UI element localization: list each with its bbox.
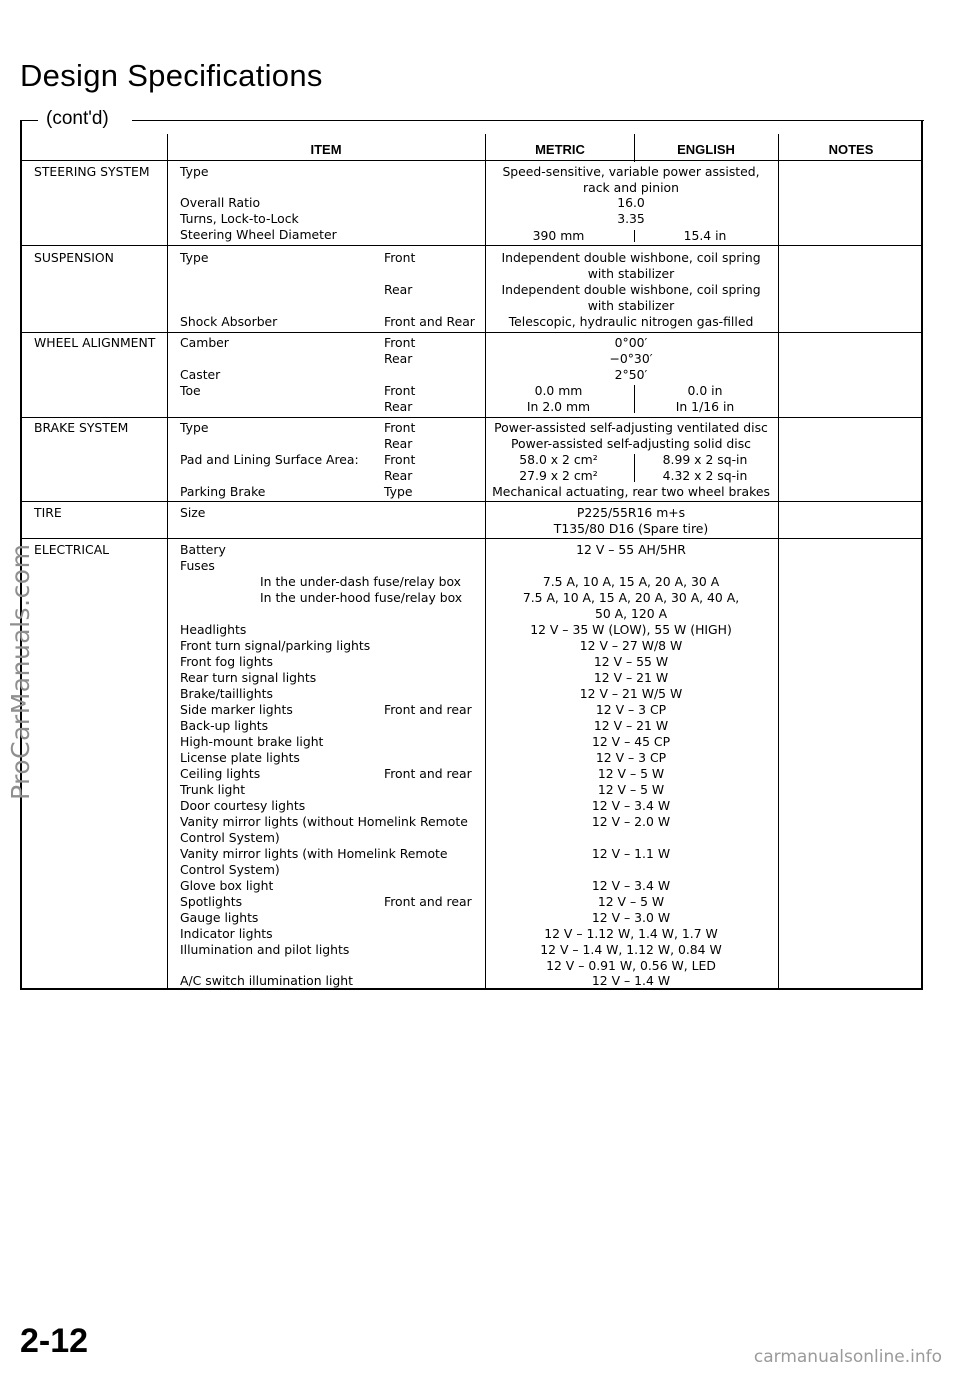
section-steering: STEERING SYSTEM xyxy=(34,164,150,179)
page-title: Design Specifications xyxy=(20,58,323,93)
spec-value: with stabilizer xyxy=(587,266,675,281)
english-value: In 1/16 in xyxy=(675,399,735,414)
spec-value: 12 V – 55 W xyxy=(593,654,669,669)
spec-value: 12 V – 3 CP xyxy=(595,750,667,765)
item-label: In the under-dash fuse/relay box xyxy=(260,574,462,589)
spec-value: 12 V – 1.4 W, 1.12 W, 0.84 W xyxy=(540,942,722,957)
item-label: Pad and Lining Surface Area: xyxy=(180,452,359,467)
spec-value: Power-assisted self-adjusting ventilated disc xyxy=(494,420,768,435)
item-label: High-mount brake light xyxy=(180,734,324,749)
item-label: Rear turn signal lights xyxy=(180,670,317,685)
header-rule xyxy=(22,160,921,161)
sub-label: Front xyxy=(384,420,416,435)
header-item: ITEM xyxy=(310,142,342,157)
sub-label: Front and rear xyxy=(384,894,472,909)
item-label: Gauge lights xyxy=(180,910,259,925)
item-label: Side marker lights xyxy=(180,702,293,717)
spec-value: 12 V – 21 W/5 W xyxy=(579,686,683,701)
spec-value: T135/80 D16 (Spare tire) xyxy=(553,521,709,536)
sub-label: Rear xyxy=(384,468,413,483)
spec-value: 2°50′ xyxy=(614,367,648,382)
item-label: A/C switch illumination light xyxy=(180,973,354,988)
spec-value: 12 V – 1.1 W xyxy=(591,846,671,861)
spec-value: 7.5 A, 10 A, 15 A, 20 A, 30 A, 40 A, xyxy=(522,590,740,605)
item-label: Front turn signal/parking lights xyxy=(180,638,371,653)
sub-label: Front xyxy=(384,250,416,265)
section-rule xyxy=(22,417,921,418)
sub-label: Rear xyxy=(384,282,413,297)
metric-value: 390 mm xyxy=(532,228,585,243)
sub-label: Rear xyxy=(384,351,413,366)
sub-label: Front and Rear xyxy=(384,314,475,329)
item-label: Trunk light xyxy=(180,782,246,797)
item-label: Glove box light xyxy=(180,878,274,893)
item-label: Parking Brake xyxy=(180,484,266,499)
item-label: Door courtesy lights xyxy=(180,798,306,813)
value-divider xyxy=(634,230,635,242)
header-english: ENGLISH xyxy=(677,142,735,157)
spec-value: 12 V – 35 W (LOW), 55 W (HIGH) xyxy=(530,622,732,637)
item-label: Indicator lights xyxy=(180,926,273,941)
spec-value: 12 V – 3.0 W xyxy=(591,910,671,925)
section-wheel-alignment: WHEEL ALIGNMENT xyxy=(34,335,156,350)
spec-value: 0°00′ xyxy=(614,335,648,350)
item-label: Type xyxy=(180,250,209,265)
spec-value: 12 V – 21 W xyxy=(593,670,669,685)
item-label: Battery xyxy=(180,542,226,557)
spec-value: Independent double wishbone, coil spring xyxy=(501,282,761,297)
spec-value: 12 V – 27 W/8 W xyxy=(579,638,683,653)
spec-value: Speed-sensitive, variable power assisted, xyxy=(502,164,760,179)
spec-value: −0°30′ xyxy=(609,351,653,366)
spec-value: with stabilizer xyxy=(587,298,675,313)
sub-label: Front and rear xyxy=(384,702,472,717)
item-label: Toe xyxy=(180,383,201,398)
spec-table xyxy=(20,120,923,990)
item-label: Headlights xyxy=(180,622,247,637)
item-label: Control System) xyxy=(180,830,280,845)
sub-label: Front xyxy=(384,452,416,467)
value-divider xyxy=(634,454,635,482)
spec-value: 3.35 xyxy=(617,211,645,226)
item-label: Ceiling lights xyxy=(180,766,261,781)
spec-value: Power-assisted self-adjusting solid disc xyxy=(511,436,751,451)
spec-value: 50 A, 120 A xyxy=(594,606,668,621)
item-label: Fuses xyxy=(180,558,215,573)
sub-label: Type xyxy=(384,484,413,499)
sub-label: Rear xyxy=(384,399,413,414)
english-value: 15.4 in xyxy=(683,228,727,243)
english-value: 8.99 x 2 sq-in xyxy=(662,452,748,467)
item-label: Control System) xyxy=(180,862,280,877)
spec-value: 12 V – 3 CP xyxy=(595,702,667,717)
item-label: Illumination and pilot lights xyxy=(180,942,350,957)
spec-value: P225/55R16 m+s xyxy=(576,505,686,520)
value-divider xyxy=(634,385,635,413)
metric-value: In 2.0 mm xyxy=(526,399,591,414)
spec-value: Mechanical actuating, rear two wheel brakes xyxy=(492,484,770,499)
spec-value: 12 V – 1.4 W xyxy=(591,973,671,988)
item-label: Shock Absorber xyxy=(180,314,278,329)
spec-value: 12 V – 1.12 W, 1.4 W, 1.7 W xyxy=(544,926,718,941)
spec-value: 12 V – 2.0 W xyxy=(591,814,671,829)
metric-value: 58.0 x 2 cm² xyxy=(519,452,598,467)
spec-value: 12 V – 5 W xyxy=(597,894,665,909)
column-divider-notes xyxy=(778,134,779,988)
english-value: 0.0 in xyxy=(687,383,723,398)
spec-value: 12 V – 3.4 W xyxy=(591,798,671,813)
item-label: Type xyxy=(180,164,209,179)
spec-value: 12 V – 55 AH/5HR xyxy=(576,542,686,557)
item-label: Steering Wheel Diameter xyxy=(180,227,337,242)
spec-value: Independent double wishbone, coil spring xyxy=(501,250,761,265)
item-label: Turns, Lock-to-Lock xyxy=(180,211,299,226)
spec-value: 12 V – 5 W xyxy=(597,766,665,781)
spec-value: 7.5 A, 10 A, 15 A, 20 A, 30 A xyxy=(542,574,720,589)
item-label: In the under-hood fuse/relay box xyxy=(260,590,463,605)
footer-url: carmanualsonline.info xyxy=(753,1347,942,1367)
section-brake-system: BRAKE SYSTEM xyxy=(34,420,129,435)
section-tire: TIRE xyxy=(34,505,62,520)
page-subtitle: (cont'd) xyxy=(46,108,109,129)
header-notes: NOTES xyxy=(828,142,874,157)
item-label: Type xyxy=(180,420,209,435)
spec-value: Telescopic, hydraulic nitrogen gas-filled xyxy=(508,314,754,329)
spec-value: 12 V – 0.91 W, 0.56 W, LED xyxy=(546,958,716,973)
section-rule xyxy=(22,538,921,539)
sub-label: Front xyxy=(384,335,416,350)
english-value: 4.32 x 2 sq-in xyxy=(662,468,748,483)
item-label: Camber xyxy=(180,335,229,350)
section-electrical: ELECTRICAL xyxy=(34,542,110,557)
item-label: License plate lights xyxy=(180,750,300,765)
metric-value: 0.0 mm xyxy=(534,383,583,398)
sub-label: Front and rear xyxy=(384,766,472,781)
section-rule xyxy=(22,245,921,246)
spec-value: 12 V – 5 W xyxy=(597,782,665,797)
spec-value: 12 V – 3.4 W xyxy=(591,878,671,893)
section-rule xyxy=(22,501,921,502)
watermark: ProCarManuals.com xyxy=(6,543,35,800)
metric-value: 27.9 x 2 cm² xyxy=(519,468,598,483)
item-label: Vanity mirror lights (without Homelink Remote xyxy=(180,814,468,829)
item-label: Size xyxy=(180,505,206,520)
spec-value: rack and pinion xyxy=(583,180,679,195)
spec-value: 12 V – 45 CP xyxy=(591,734,671,749)
sub-label: Rear xyxy=(384,436,413,451)
sub-label: Front xyxy=(384,383,416,398)
page-number: 2-12 xyxy=(20,1322,89,1360)
item-label: Brake/taillights xyxy=(180,686,273,701)
item-label: Spotlights xyxy=(180,894,243,909)
column-divider-item xyxy=(167,134,168,988)
spec-value: 16.0 xyxy=(617,195,645,210)
header-metric: METRIC xyxy=(535,142,585,157)
section-rule xyxy=(22,332,921,333)
section-suspension: SUSPENSION xyxy=(34,250,114,265)
item-label: Overall Ratio xyxy=(180,195,261,210)
item-label: Back-up lights xyxy=(180,718,269,733)
item-label: Front fog lights xyxy=(180,654,273,669)
item-label: Vanity mirror lights (with Homelink Remote xyxy=(180,846,448,861)
spec-value: 12 V – 21 W xyxy=(593,718,669,733)
item-label: Caster xyxy=(180,367,221,382)
